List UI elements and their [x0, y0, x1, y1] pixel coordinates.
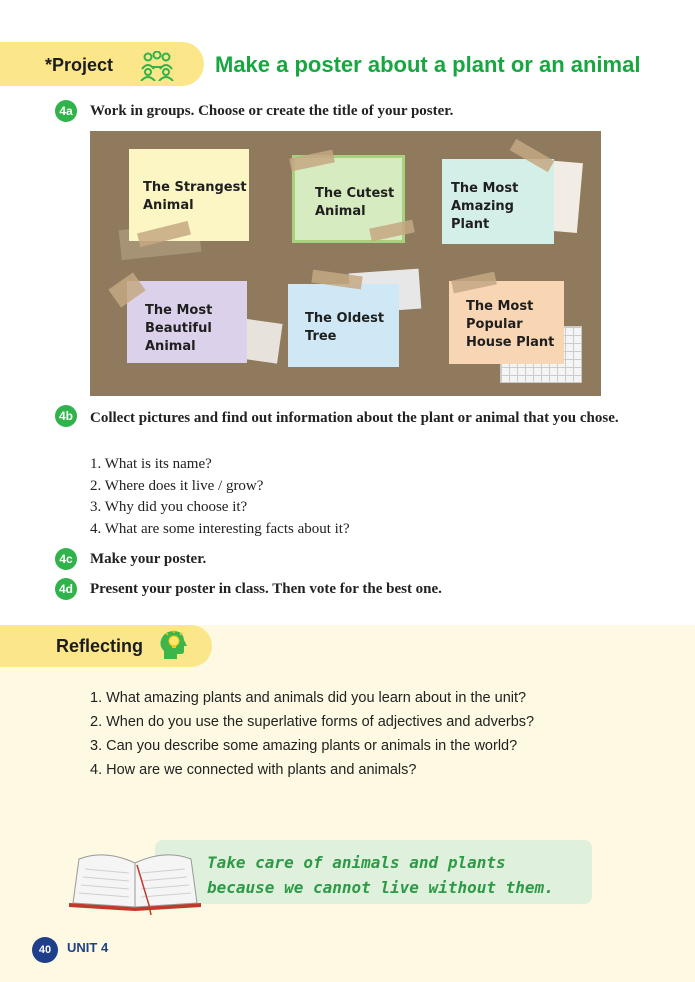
reflecting-question-list: [90, 690, 534, 786]
group-work-icon: [138, 51, 176, 86]
poster-title-note: The Most Popular House Plant: [449, 281, 564, 364]
task-4d-instruction: Present your poster in class. Then vote for the best one.: [90, 581, 442, 597]
list-item: 2. When do you use the superlative forms of adjectives and adverbs?: [90, 714, 535, 730]
task-badge-4c: 4c: [55, 548, 77, 570]
list-item: 3. Why did you choose it?: [90, 499, 248, 515]
list-item: 1. What is its name?: [90, 456, 212, 472]
quote-text: Take care of animals and plants because we cannot live without them.: [207, 853, 554, 897]
task-badge-4d: 4d: [55, 578, 77, 600]
list-item: 2. Where does it live / grow?: [90, 477, 264, 494]
task-4c-instruction: Make your poster.: [90, 551, 207, 567]
list-item: 4. How are we connected with plants and animals?: [90, 762, 417, 778]
poster-title-note: The Most Beautiful Animal: [127, 281, 247, 363]
poster-title-note: The Strangest Animal: [129, 149, 249, 241]
task-badge-4b: 4b: [55, 405, 77, 427]
list-item: 3. Can you describe some amazing plants or animals in the world?: [90, 738, 518, 754]
task-4b-question-list: [90, 456, 350, 542]
poster-title-note: The Most Amazing Plant: [442, 159, 554, 244]
unit-label: UNIT 4: [67, 940, 109, 955]
task-4a-instruction: Work in groups. Choose or create the title of your poster.: [90, 103, 454, 119]
reflecting-label: Reflecting: [56, 636, 144, 656]
open-book-icon: [65, 845, 205, 922]
head-lightbulb-icon: [158, 629, 188, 668]
project-label: *Project: [45, 55, 114, 75]
list-item: 4. What are some interesting facts about it?: [90, 520, 350, 537]
reflecting-section: [0, 625, 695, 982]
poster-title-note: The Cutest Animal: [292, 155, 405, 243]
poster-title-note: The Oldest Tree: [288, 284, 399, 367]
page-number-badge: 40: [32, 937, 58, 963]
task-badge-4a: 4a: [55, 100, 77, 122]
list-item: 1. What amazing plants and animals did you learn about in the unit?: [90, 690, 527, 706]
corkboard-poster-titles: [90, 131, 601, 396]
project-title: Make a poster about a plant or an animal: [215, 52, 641, 77]
task-4b-instruction: Collect pictures and find out information about the plant or animal that you chose.: [90, 410, 619, 426]
